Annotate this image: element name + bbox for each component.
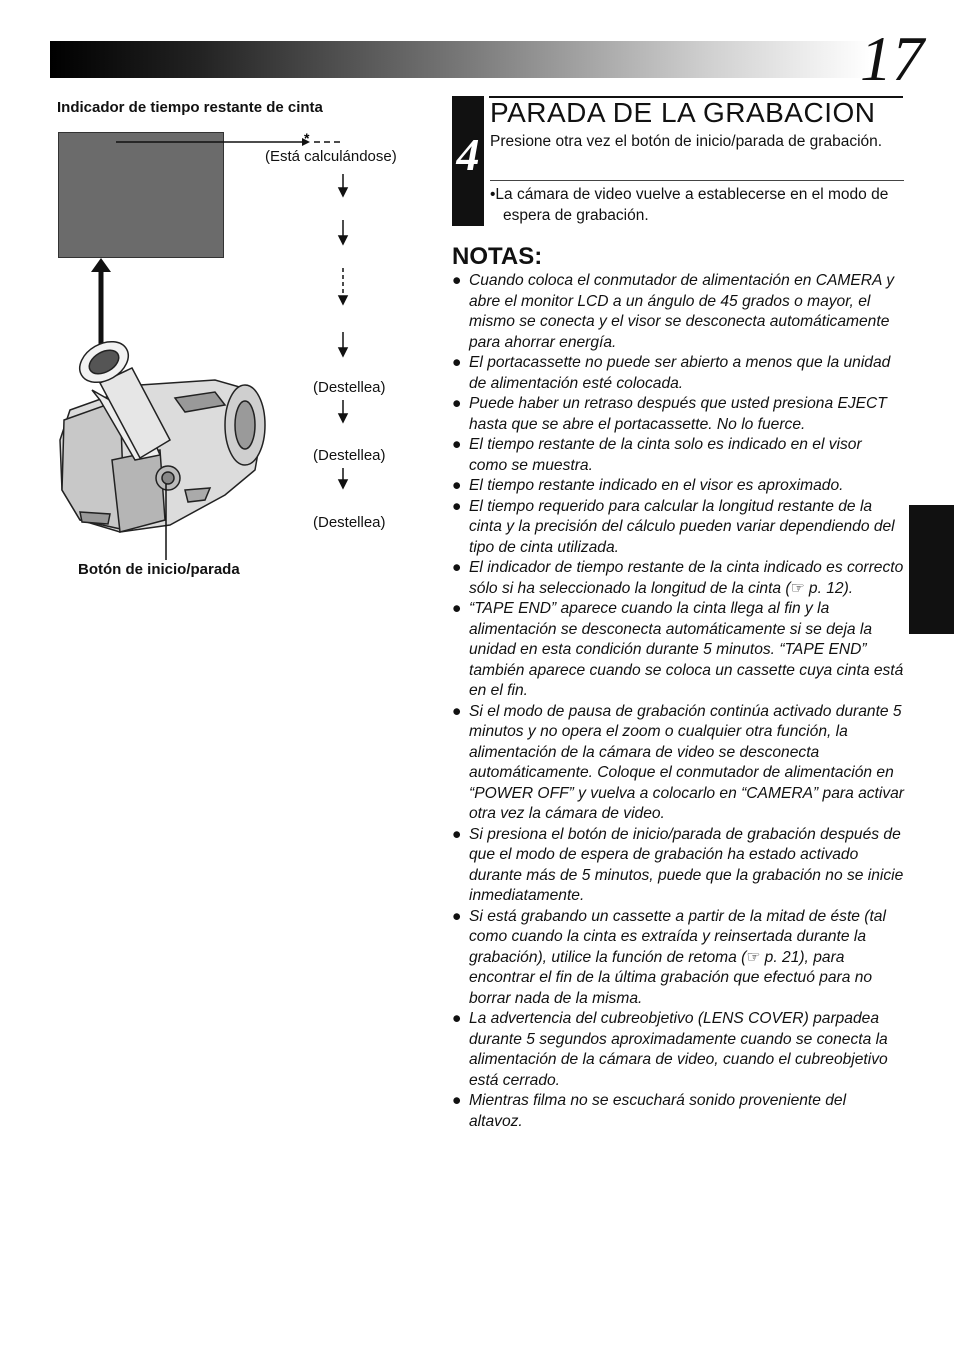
- note-text: “TAPE END” aparece cuando la cinta llega al fin y la alimentación se desconecta automáticamente si se deja la unidad en esta condición durante 5 minutos. “TAPE END” también aparece cuando se coloca un cassette cuya cinta está en el fin.: [469, 600, 904, 699]
- note-item: [452, 394, 904, 435]
- start-stop-button-label: Botón de inicio/parada: [78, 561, 240, 578]
- bullet-icon: ●: [452, 272, 462, 289]
- flash-label-3: (Destellea): [313, 514, 386, 531]
- note-text: La advertencia del cubreobjetivo (LENS COVER) parpadea durante 5 segundos aproximadamente cuando se conecta la alimentación de la cámara de video, cuando el cubreobjetivo está cerrado.: [469, 1010, 888, 1089]
- bullet-icon: ●: [452, 395, 462, 412]
- note-text: Si está grabando un cassette a partir de la mitad de éste (tal como cuando la cinta es extraída y reinsertada durante la grabación), utilice la función de retoma (☞ p. 21), para encontrar el fin de la última grabación que efectuó para no borrar nada de la misma.: [469, 907, 886, 1007]
- step-title: PARADA DE LA GRABACION: [490, 97, 876, 128]
- step-number: 4: [456, 129, 480, 180]
- note-text: El portacassette no puede ser abierto a menos que la unidad de alimentación esté colocada.: [469, 354, 891, 392]
- note-item: [452, 271, 904, 353]
- note-item: [452, 558, 904, 599]
- bullet-icon: ●: [452, 497, 462, 515]
- bullet-icon: ●: [452, 825, 462, 843]
- step-body: Presione otra vez el botón de inicio/parada de grabación.: [490, 133, 883, 150]
- bullet-icon: ●: [452, 702, 462, 720]
- up-arrow-head: [91, 258, 111, 272]
- asterisk-mark: *: [304, 130, 310, 146]
- bullet-icon: ●: [452, 436, 462, 453]
- bullet-icon: ●: [452, 907, 462, 925]
- bullet-icon: ●: [452, 1010, 462, 1027]
- note-item: [452, 476, 904, 497]
- bullet-icon: ●: [452, 559, 462, 576]
- note-text: El tiempo requerido para calcular la longitud restante de la cinta y la precisión del cálculo pueden variar dependiendo del tipo de cinta utilizada.: [469, 497, 895, 556]
- note-item: [452, 825, 904, 907]
- note-item: [452, 1009, 904, 1091]
- step-bullet: •La cámara de video vuelve a establecerse en el modo de espera de grabación.: [490, 186, 889, 224]
- note-text: El tiempo restante indicado en el visor es aproximado.: [469, 477, 844, 494]
- note-text: Mientras filma no se escuchará sonido proveniente del altavoz.: [469, 1092, 847, 1130]
- flash-label-1: (Destellea): [313, 379, 386, 396]
- note-item: [452, 1091, 904, 1132]
- note-item: [452, 435, 904, 476]
- page-number: 17: [860, 23, 924, 94]
- notes-title: NOTAS:: [452, 243, 543, 270]
- note-item: [452, 353, 904, 394]
- sequence-arrows: [339, 174, 347, 488]
- flash-label-2: (Destellea): [313, 447, 386, 464]
- note-text: El tiempo restante de la cinta solo es indicado en el visor como se muestra.: [469, 436, 862, 474]
- note-text: El indicador de tiempo restante de la cinta indicado es correcto sólo si ha seleccionado la longitud de la cinta (☞ p. 12).: [469, 559, 904, 597]
- note-item: [452, 497, 904, 559]
- bullet-icon: ●: [452, 1092, 462, 1109]
- bullet-icon: ●: [452, 477, 462, 494]
- bullet-icon: ●: [452, 354, 462, 371]
- note-text: Si el modo de pausa de grabación continúa activado durante 5 minutos y no opera el zoom o cualquier otra función, la alimentación de la cámara de video se desconecta automáticamente. Coloque el conmutador de alimentación en “POWER OFF” y vuelva a colocarlo en “CAMERA” para activar otra vez la cámara de video.: [469, 702, 905, 822]
- indicator-title: Indicador de tiempo restante de cinta: [57, 99, 323, 116]
- note-text: Puede haber un retraso después que usted presiona EJECT hasta que se abre el portacassette. No lo fuerce.: [469, 395, 887, 433]
- note-item: [452, 599, 904, 702]
- step-separator: [490, 180, 904, 181]
- note-text: Cuando coloca el conmutador de alimentación en CAMERA y abre el monitor LCD a un ángulo de 45 grados o mayor, el mismo se conecta y el visor se desconecta automáticamente para ahorrar energía.: [469, 272, 895, 351]
- notes-list: [452, 271, 904, 1132]
- note-item: [452, 907, 904, 1010]
- note-item: [452, 702, 904, 825]
- bullet-icon: ●: [452, 600, 462, 617]
- note-text: Si presiona el botón de inicio/parada de grabación después de que el modo de espera de grabación ha estado activado durante más de 5 minutos, puede que la grabación no se inicie inmediatamente.: [469, 825, 904, 904]
- calculating-label: (Está calculándose): [265, 148, 397, 165]
- camcorder-illustration: [60, 333, 265, 532]
